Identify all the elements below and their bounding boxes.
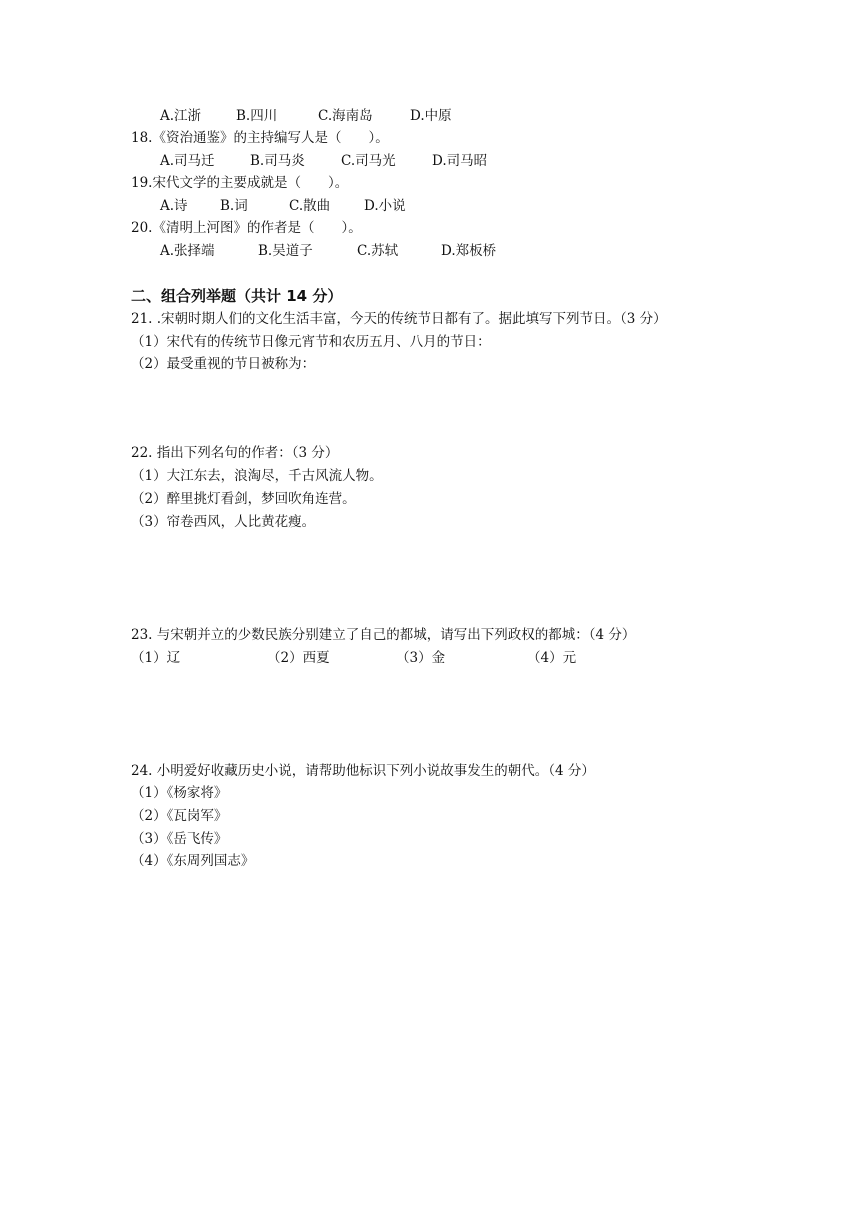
q20-option-d: D.郑板桥 (441, 243, 497, 259)
q18-option-c: C.司马光 (341, 153, 396, 169)
q19-option-b: B.词 (220, 198, 248, 214)
q24-item-4: （4）《东周列国志》 (131, 853, 255, 869)
q22-item-3: （3）帘卷西风，人比黄花瘦。 (131, 514, 316, 530)
q23-stem: 23. 与宋朝并立的少数民族分别建立了自己的都城，请写出下列政权的都城：（4 分） (131, 627, 636, 643)
q20-option-c: C.苏轼 (357, 243, 399, 259)
q24-item-1: （1）《杨家将》 (131, 785, 228, 801)
q22-item-2: （2）醉里挑灯看剑，梦回吹角连营。 (131, 491, 356, 507)
q17-option-d: D.中原 (410, 108, 452, 124)
q20-option-b: B.吴道子 (258, 243, 313, 259)
q22-stem: 22. 指出下列名句的作者：（3 分） (131, 445, 339, 461)
q24-stem: 24. 小明爱好收藏历史小说，请帮助他标识下列小说故事发生的朝代。（4 分） (131, 763, 595, 779)
q17-option-c: C.海南岛 (318, 108, 373, 124)
q18-option-a: A.司马迁 (160, 153, 215, 169)
q20-stem: 20.《清明上河图》的作者是（ ）。 (131, 220, 362, 236)
q19-option-d: D.小说 (364, 198, 406, 214)
q24-item-3: （3）《岳飞传》 (131, 831, 228, 847)
q18-option-d: D.司马昭 (432, 153, 488, 169)
q24-item-2: （2）《瓦岗军》 (131, 808, 228, 824)
q19-option-c: C.散曲 (289, 198, 331, 214)
q18-stem: 18.《资治通鉴》的主持编写人是（ ）。 (131, 130, 389, 146)
q19-stem: 19.宋代文学的主要成就是（ ）。 (131, 175, 349, 191)
q23-item-4: （4）元 (527, 650, 577, 666)
q23-item-2: （2）西夏 (267, 650, 330, 666)
q21-stem: 21. .宋朝时期人们的文化生活丰富，今天的传统节日都有了。据此填写下列节日。（3 分） (131, 311, 667, 327)
section-heading: 二、组合列举题（共计 14 分） (131, 287, 343, 305)
q23-item-1: （1）辽 (131, 650, 181, 666)
q21-item-2: （2）最受重视的节日被称为： (131, 356, 316, 372)
q22-item-1: （1）大江东去，浪淘尽，千古风流人物。 (131, 468, 383, 484)
q17-option-b: B.四川 (236, 108, 278, 124)
q17-option-a: A.江浙 (160, 108, 202, 124)
q23-item-3: （3）金 (396, 650, 446, 666)
q18-option-b: B.司马炎 (250, 153, 305, 169)
q19-option-a: A.诗 (160, 198, 188, 214)
q21-item-1: （1）宋代有的传统节日像元宵节和农历五月、八月的节日： (131, 334, 491, 350)
q20-option-a: A.张择端 (160, 243, 215, 259)
